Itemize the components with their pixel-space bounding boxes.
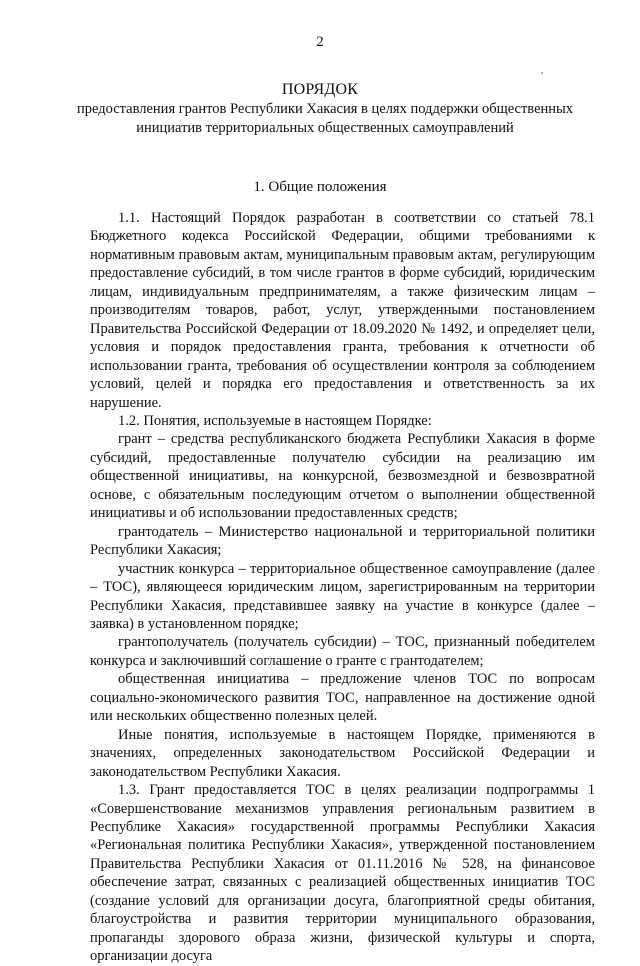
document-subtitle: предоставления грантов Республики Хакасия в целях поддержки общественных инициатив территориальных общественных самоуправлений [76,101,574,136]
page-number: 2 [316,34,324,50]
scan-speck [541,72,543,74]
paragraph-1-1: 1.1. Настоящий Порядок разработан в соответствии со статьей 78.1 Бюджетного кодекса Российской Федерации, общими требованиями к нормативным правовым актам, муниципальным правовым актам, регулирующим предоставление субсидий, в том числе грантов в форме субсидий, юридическим лицам, индивидуальным предпринимателям, а также физическим лицам – производителям товаров, работ, услуг, утвержденными постановлением Правительства Российской Федерации от 18.09.2020 № 1492, и определяет цели, условия и порядок предоставления гранта, требования к отчетности об использовании гранта, требования об осуществлении контроля за соблюдением условий, целей и порядка его предоставления и ответственность за их нарушение. [90,210,595,411]
paragraph-1-2: 1.2. Понятия, используемые в настоящем Порядке: [118,412,432,429]
definition-initiative: общественная инициатива – предложение членов ТОС по вопросам социально-экономического развития ТОС, направленное на достижение одной или нескольких общественно полезных целей. [90,671,595,725]
paragraph-1-3: 1.3. Грант предоставляется ТОС в целях реализации подпрограммы 1 «Совершенствование механизмов управления региональным развитием в Республике Хакасия» государственной программы Республики Хакасия «Региональная политика Республики Хакасия», утвержденной постановлением Правительства Республики Хакасия от 01.11.2016 № 528, на финансовое обеспечение затрат, связанных с реализацией общественных инициатив ТОС (создание условий для организации досуга, благоприятной среды обитания, благоустройства и развития территории муниципального образования, пропаганды здорового образа жизни, физической культуры и спорта, организации досуга [90,782,595,965]
document-body [90,209,595,966]
definition-grantee: грантополучатель (получатель субсидии) – ТОС, признанный победителем конкурса и заключивший соглашение о гранте с грантодателем; [90,634,595,669]
definition-grant: грант – средства республиканского бюджета Республики Хакасия в форме субсидий, предоставленные получателю субсидии на реализацию им общественной инициативы, на конкурсной, безвозмездной и безвозвратной основе, с обязательным последующим отчетом о выполнении общественной инициативы и об использовании предоставленных средств; [90,431,595,522]
paragraph-other-terms: Иные понятия, используемые в настоящем Порядке, применяются в значениях, определенных законодательством Российской Федерации и законодательством Республики Хакасия. [90,726,595,780]
definition-participant: участник конкурса – территориальное общественное самоуправление (далее – ТОС), являющееся юридическим лицом, зарегистрированным на территории Республики Хакасия, представившее заявку на участие в конкурсе (далее – заявка) в установленном порядке; [90,560,595,632]
definition-grantor: грантодатель – Министерство национальной и территориальной политики Республики Хакасия; [90,523,595,559]
section-heading: 1. Общие положения [253,179,387,195]
document-title: ПОРЯДОК [281,81,359,98]
